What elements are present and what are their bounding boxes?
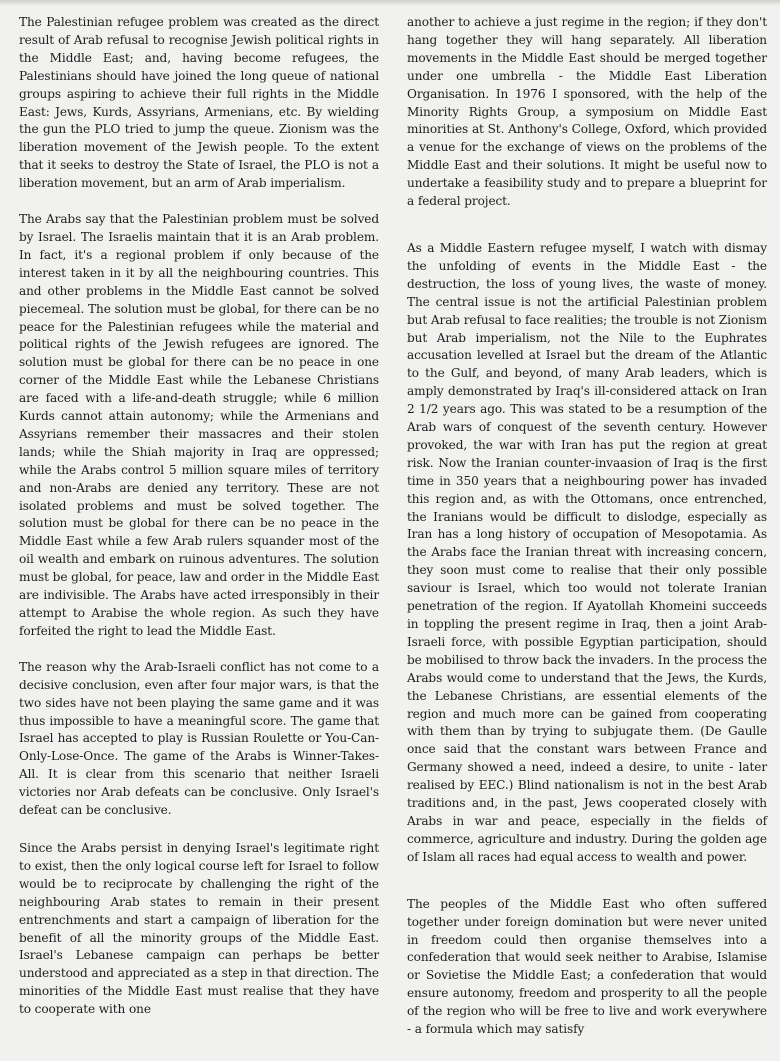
left-column [19,14,379,1019]
right-column [407,14,767,1039]
paragraph-peoples-of-middle-east: The peoples of the Middle East who often suffered together under foreign domination but were never united in freedom could then organise themselves into a confederation that would seek neither to Arabise, Islamise or Sovietise the Middle East; a confederation that would ensure autonomy, freedom and prosperity to all the people of the region who will be free to live and work everywhere - a formula which may satisfy [407,896,767,1037]
paragraph-just-regime: another to achieve a just regime in the region; if they don't hang together they will hang separately. All liberation movements in the Middle East should be merged together under one umbrella - the Middle East Liberation Organisation. In 1976 I sponsored, with the help of the Minority Rights Group, a symposium on Middle East minorities at St. Anthony's College, Oxford, which provided a venue for the exchange of views on the problems of the Middle East and their solutions. It might be useful now to undertake a feasibility study and to prepare a blueprint for a federal project. [407,15,767,209]
paragraph-middle-eastern-refugee: As a Middle Eastern refugee myself, I watch with dismay the unfolding of events in the Middle East - the destruction, the loss of young lives, the waste of money. The central issue is not the artificial Palestinian problem but Arab refusal to face realities; the trouble is not Zionism but Arab imperialism, not the Nile to the Euphrates accusation levelled at Israel but the dream of the Atlantic to the Gulf, and beyond, of many Arab leaders, which is amply demonstrated by Iraq's ill-considered attack on Iran 2 1/2 years ago. This was stated to be a resumption of the Arab wars of conquest of the seventh century. However provoked, the war with Iran has put the region at great risk. Now the Iranian counter-invaasion of Iraq is the first time in 350 years that a neighbouring power has invaded this region and, as with the Ottomans, once entrenched, the Iranians would be difficult to dislodge, especially as Iran has a long history of occupation of Mesopotamia. As the Arabs face the Iranian threat with increasing concern, they soon must come to realise that their only possible saviour is Israel, which too would not tolerate Iranian penetration of the region. If Ayatollah Khomeini succeeds in toppling the present regime in Iraq, then a joint Arab-Israeli force, with possible Egyptian participation, should be mobilised to throw back the invaders. In the process the Arabs would come to understand that the Jews, the Kurds, the Lebanese Christians, are essential elements of the region and much more can be gained from cooperating with them than by trying to subjugate them. (De Gaulle once said that the constant wars between France and Germany showed a need, indeed a desire, to unite - later realised by EEC.) Blind nationalism is not in the best Arab traditions and, in the past, Jews cooperated closely with Arabs in war and peace, especially in the fields of commerce, agriculture and industry. During the golden age of Islam all races had equal access to wealth and power. [407,240,767,864]
paragraph-since-the-arabs: Since the Arabs persist in denying Israel's legitimate right to exist, then the only logical course left for Israel to follow would be to reciprocate by challenging the right of the neighbouring Arab states to remain in their present entrenchments and start a campaign of liberation for the benefit of all the minority groups of the Middle East. Israel's Lebanese campaign can perhaps be better understood and appreciated as a step in that direction. The minorities of the Middle East must realise that they have to cooperate with one [19,840,379,1017]
page-top-edge [0,0,780,6]
paragraph-reason-why: The reason why the Arab-Israeli conflict has not come to a decisive conclusion, even after four major wars, is that the two sides have not been playing the same game and it was thus impossible to have a meaningful score. The game that Israel has accepted to play is Russian Roulette or You-Can-Only-Lose-Once. The game of the Arabs is Winner-Takes-All. It is clear from this scenario that neither Israeli victories nor Arab defeats can be conclusive. Only Israel's defeat can be conclusive. [19,659,379,818]
paragraph-palestinian-refugee-problem: The Palestinian refugee problem was created as the direct result of Arab refusal to recognise Jewish political rights in the Middle East; and, having become refugees, the Palestinians should have joined the long queue of national groups aspiring to achieve their full rights in the Middle East: Jews, Kurds, Assyrians, Armenians, etc. By wielding the gun the PLO tried to jump the queue. Zionism was the liberation movement of the Jewish people. To the extent that it seeks to destroy the State of Israel, the PLO is not a liberation movement, but an arm of Arab imperialism. [19,15,379,191]
paragraph-arabs-say: The Arabs say that the Palestinian problem must be solved by Israel. The Israelis maintain that it is an Arab problem. In fact, it's a regional problem if only because of the interest taken in it by all the neighbouring countries. This and other problems in the Middle East cannot be solved piecemeal. The solution must be global, for there can be no peace for the Palestinian refugees while the material and political rights of the Jewish refugees are ignored. The solution must be global for there can be no peace in one corner of the Middle East while the Lebanese Christians are faced with a life-and-death struggle; while 6 million Kurds cannot attain autonomy; while the Armenians and Assyrians remember their massacres and their stolen lands; while the Shiah majority in Iraq are oppressed; while the Arabs control 5 million square miles of territory and non-Arabs are denied any territory. These are not isolated problems and must be solved together. The solution must be global for there can be no peace in the Middle East while a few Arab rulers squander most of the oil wealth and embark on ruinous adventures. The solution must be global, for peace, law and order in the Middle East are indivisible. The Arabs have acted irresponsibly in their attempt to Arabise the whole region. As such they have forfeited the right to lead the Middle East. [19,212,379,638]
